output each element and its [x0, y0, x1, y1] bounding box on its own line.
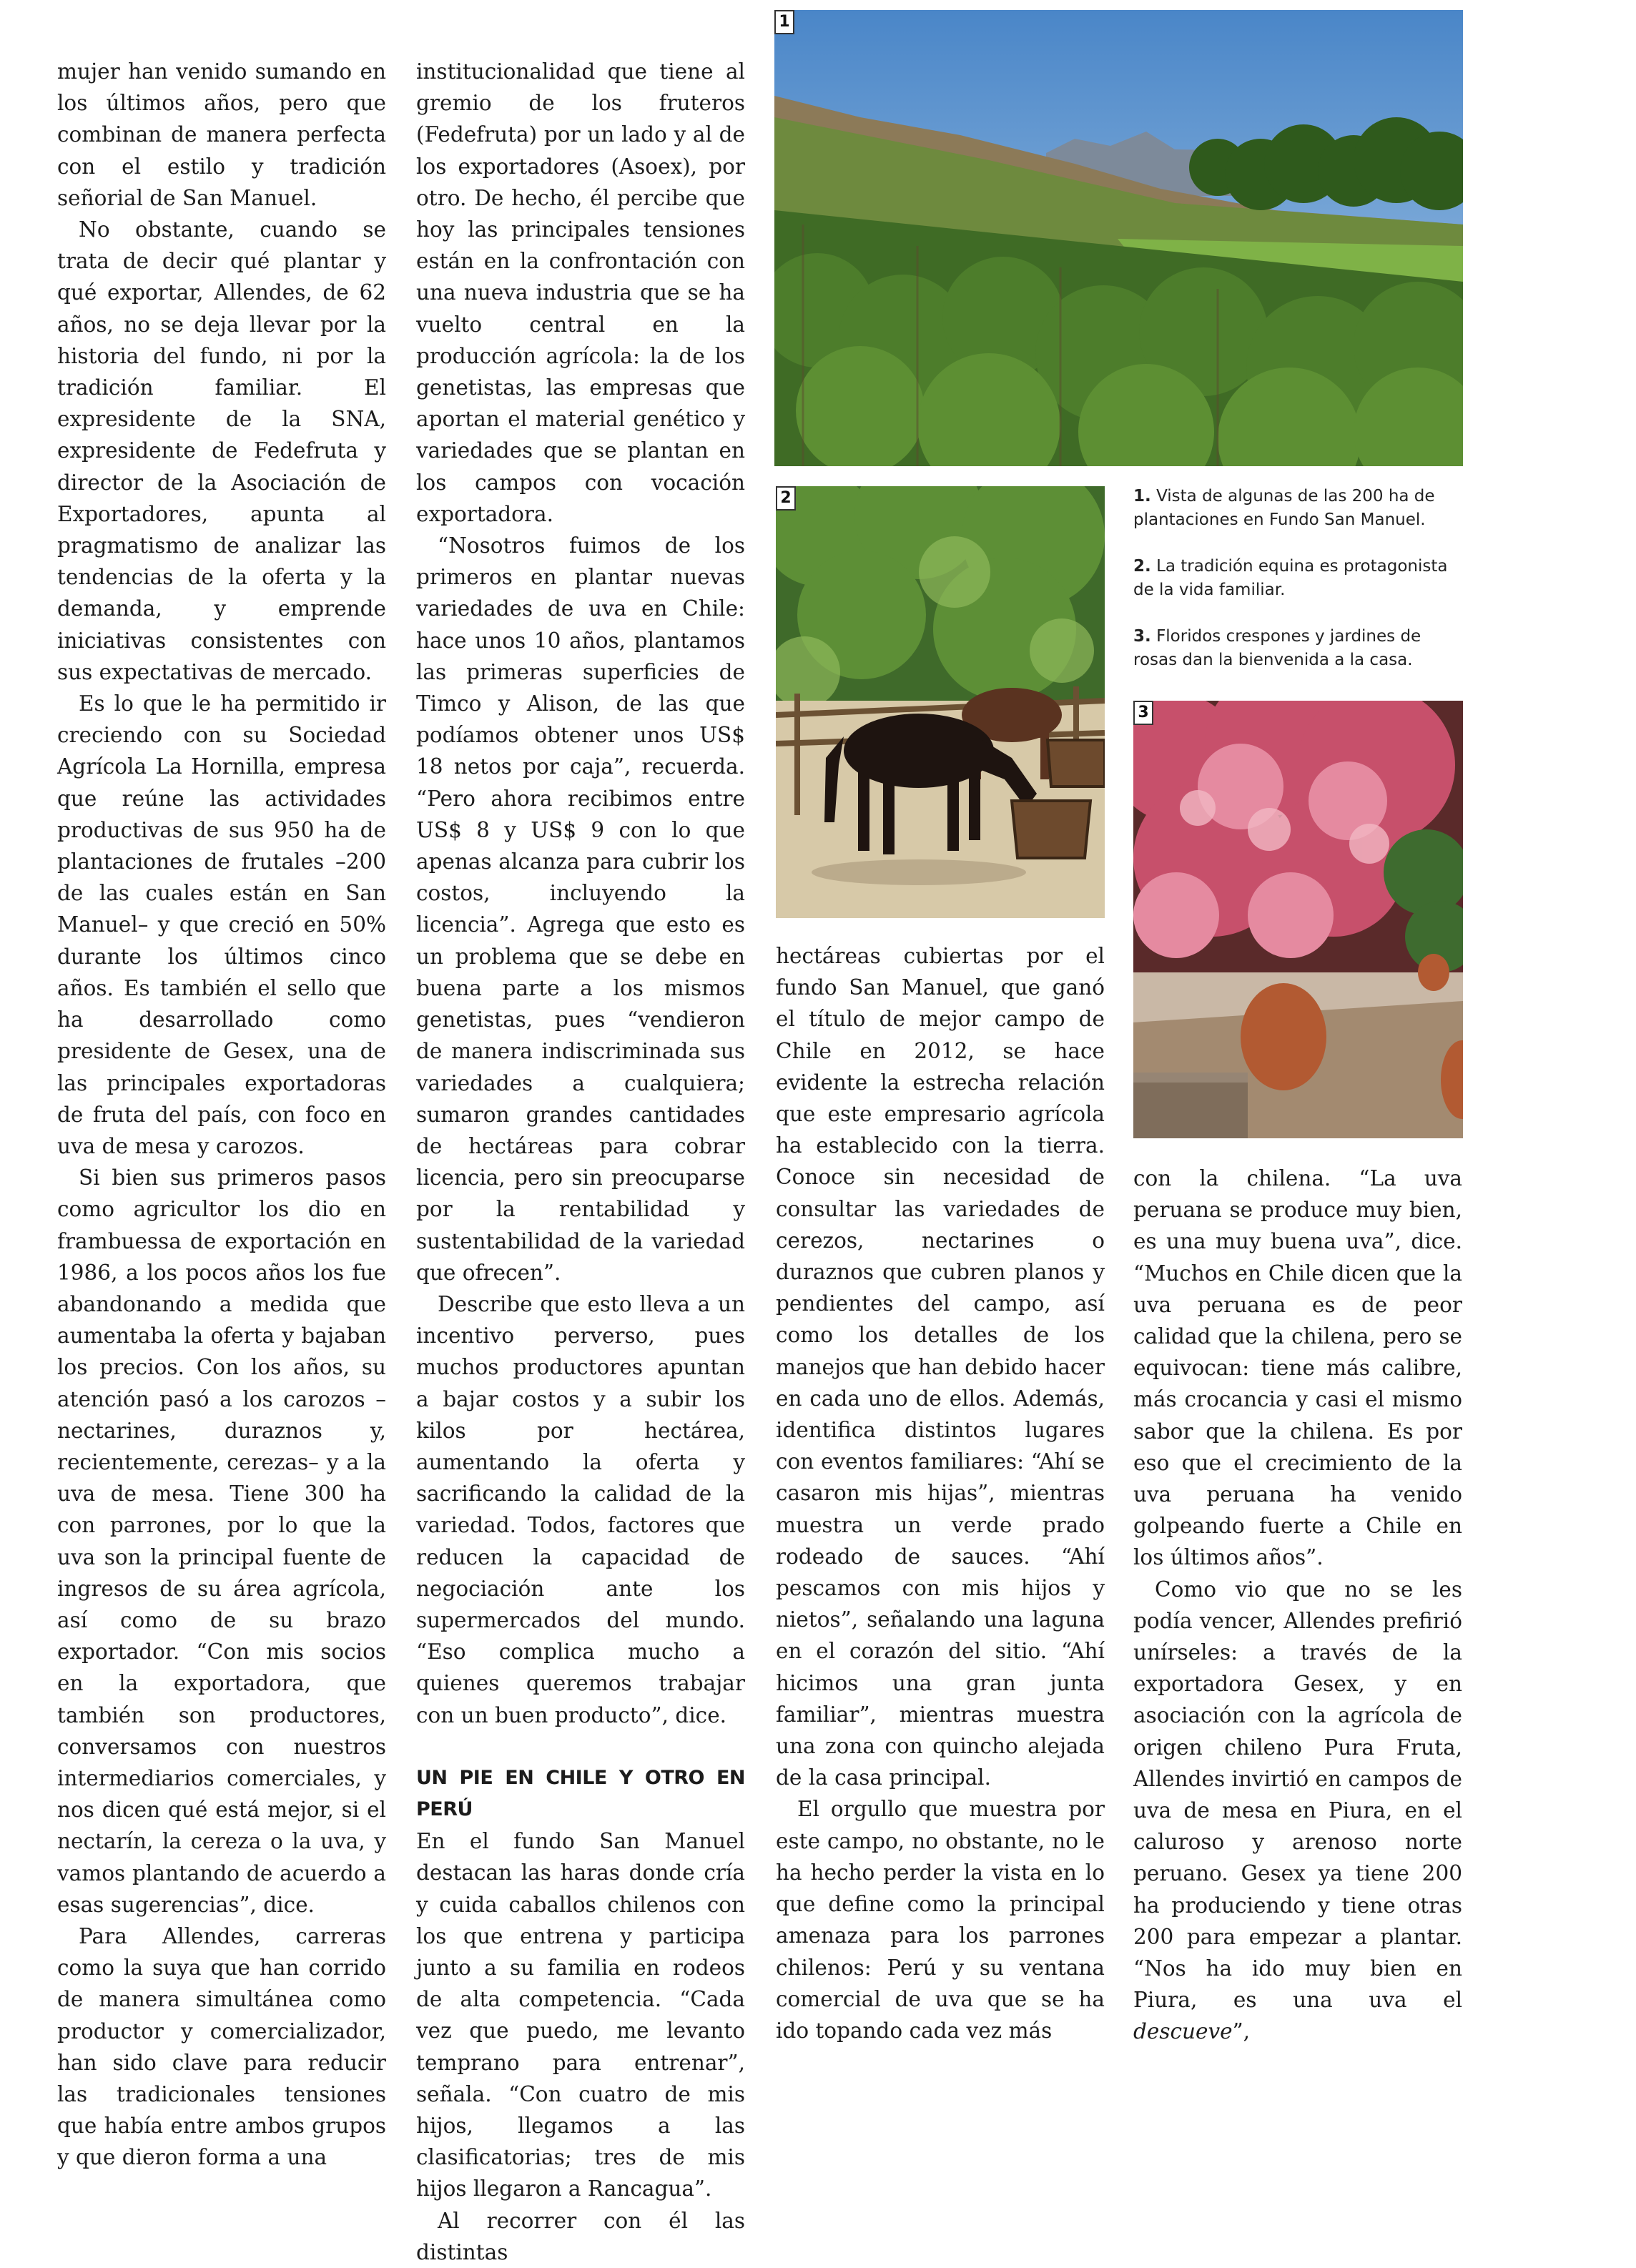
column-1 — [57, 56, 386, 2174]
photo-orchard — [774, 10, 1463, 466]
photo-number: 2 — [776, 486, 796, 511]
column-3 — [776, 940, 1105, 2046]
paragraph: No obstante, cuando se trata de decir qué plantar y qué exportar, Allendes, de 62 años, no se deja llevar por la historia del fundo, ni por la tradición familiar. El expresidente de la SNA, expresidente de Fedefruta y director de la Asociación de Exportadores, apunta al pragmatismo de analizar las tendencias de la oferta y la demanda, y emprende iniciativas consistentes con sus expectativas de mercado. — [57, 217, 386, 684]
caption-number: 1. — [1133, 487, 1151, 506]
caption-text: La tradición equina es protagonista de la vida familiar. — [1133, 557, 1448, 599]
photo-captions — [1133, 485, 1462, 695]
paragraph-text: Como vio que no se les podía vencer, Allendes prefirió unírseles: a través de la exportadora Gesex, y en asociación con la agrícola de origen chileno Pura Fruta, Allendes invirtió en campos de uva de mesa en Piura, en el caluroso y arenoso norte peruano. Gesex ya tiene 200 ha produciendo y tiene otras 200 para empezar a plantar. “Nos ha ido muy bien en Piura, es una uva el — [1133, 1577, 1462, 2013]
paragraph: Es lo que le ha permitido ir creciendo con su Sociedad Agrícola La Hornilla, empresa que reúne las actividades productivas de sus 950 ha de plantaciones de frutales –200 de las cuales están en San Manuel– y que creció en 50% durante los últimos cinco años. Es también el sello que ha desarrollado como presidente de Gesex, una de las principales exportadoras de fruta del país, con foco en uva de mesa y carozos. — [57, 691, 386, 1158]
caption — [1133, 625, 1462, 672]
photo-garden — [1133, 701, 1463, 1138]
caption-text: Vista de algunas de las 200 ha de plantaciones en Fundo San Manuel. — [1133, 487, 1435, 529]
paragraph-end: ”, — [1232, 2019, 1251, 2044]
caption-text: Floridos crespones y jardines de rosas dan la bienvenida a la casa. — [1133, 627, 1421, 669]
caption-number: 3. — [1133, 627, 1151, 646]
paragraph: hectáreas cubiertas por el fundo San Manuel, que ganó el título de mejor campo de Chile en 2012, se hace evidente la estrecha relación que este empresario agrícola ha establecido con la tierra. Conoce sin necesidad de consultar las variedades de cerezos, nectarines o duraznos que cubren planos y pendientes del campo, así como los detalles de los manejos que han debido hacer en cada uno de ellos. Además, identifica distintos lugares con eventos familiares: “Ahí se casaron mis hijas”, mientras muestra un verde prado rodeado de sauces. “Ahí pescamos con mis hijos y nietos”, señalando una laguna en el corazón del sitio. “Ahí hicimos una gran junta familiar”, mientras muestra una zona con quincho alejada de la casa principal. — [776, 944, 1105, 1790]
caption — [1133, 485, 1462, 532]
photo-horses — [776, 486, 1105, 918]
subheading: UN PIE EN CHILE Y OTRO EN PERÚ — [416, 1766, 745, 1820]
column-4 — [1133, 1163, 1462, 2048]
paragraph: Al recorrer con él las distintas — [416, 2208, 745, 2264]
italic-word: descueve — [1133, 2019, 1233, 2044]
paragraph: El orgullo que muestra por este campo, no obstante, no le ha hecho perder la vista en lo que define como la principal amenaza para los parrones chilenos: Perú y su ventana comercial de uva que se ha ido topando cada vez más — [776, 1797, 1105, 2043]
photo-number: 1 — [774, 10, 794, 34]
caption-number: 2. — [1133, 557, 1151, 576]
photo-number: 3 — [1133, 701, 1153, 725]
caption — [1133, 555, 1462, 602]
paragraph: “Nosotros fuimos de los primeros en plantar nuevas variedades de uva en Chile: hace unos 10 años, plantamos las primeras superficies de Timco y Alison, de las que podíamos obtener unos US$ 18 netos por caja”, recuerda. “Pero ahora recibimos entre US$ 8 y US$ 9 con lo que apenas alcanza para cubrir los costos, incluyendo la licencia”. Agrega que esto es un problema que se debe en buena parte a los mismos genetistas, pues “vendieron de manera indiscriminada sus variedades a cualquiera; sumaron grandes cantidades de hectáreas para cobrar licencia, pero sin preocuparse por la rentabilidad y sustentabilidad de la variedad que ofrecen”. — [416, 533, 745, 1285]
column-2 — [416, 56, 745, 2268]
paragraph — [1133, 1574, 1462, 2048]
paragraph: En el fundo San Manuel destacan las haras donde cría y cuida caballos chilenos con los que entrena y participa junto a su familia en rodeos de alta competencia. “Cada vez que puedo, me levanto temprano para entrenar”, señala. “Con cuatro de mis hijos, llegamos a las clasificatorias; tres de mis hijos llegaron a Rancagua”. — [416, 1829, 745, 2202]
paragraph: Describe que esto lleva a un incentivo perverso, pues muchos productores apuntan a bajar costos y a subir los kilos por hectárea, aumentando la oferta y sacrificando la calidad de la variedad. Todos, factores que reducen la capacidad de negociación ante los supermercados del mundo. “Eso complica mucho a quienes queremos trabajar con un buen producto”, dice. — [416, 1291, 745, 1727]
paragraph: Si bien sus primeros pasos como agricultor los dio en frambuessa de exportación en 1986, a los pocos años los fue abandonando a medida que aumentaba la oferta y bajaban los precios. Con los años, su atención pasó a los carozos –nectarines, duraznos y, recientemente, cerezas– y a la uva de mesa. Tiene 300 ha con parrones, por lo que la uva son la principal fuente de ingresos de su área agrícola, así como de su brazo exportador. “Con mis socios en la exportadora, que también son productores, conversamos con nuestros intermediarios comerciales, y nos dicen qué está mejor, si el nectarín, la cereza o la uva, y vamos plantando de acuerdo a esas sugerencias”, dice. — [57, 1165, 386, 1917]
paragraph: mujer han venido sumando en los últimos años, pero que combinan de manera perfecta con el estilo y tradición señorial de San Manuel. — [57, 59, 386, 210]
paragraph: institucionalidad que tiene al gremio de los fruteros (Fedefruta) por un lado y al de los exportadores (Asoex), por otro. De hecho, él percibe que hoy las principales tensiones están en la confrontación con una nueva industria que se ha vuelto central en la producción agrícola: la de los genetistas, las empresas que aportan el material genético y variedades que se plantan en los campos con vocación exportadora. — [416, 59, 745, 526]
paragraph: con la chilena. “La uva peruana se produce muy bien, es una muy buena uva”, dice. “Muchos en Chile dicen que la uva peruana es de peor calidad que la chilena, pero se equivocan: tiene más calibre, más crocancia y casi el mismo sabor que la chilena. Es por eso que el crecimiento de la uva peruana ha venido golpeando fuerte a Chile en los últimos años”. — [1133, 1166, 1462, 1570]
paragraph: Para Allendes, carreras como la suya que han corrido de manera simultánea como productor y comercializador, han sido clave para reducir las tradicionales tensiones que había entre ambos grupos y que dieron forma a una — [57, 1923, 386, 2170]
